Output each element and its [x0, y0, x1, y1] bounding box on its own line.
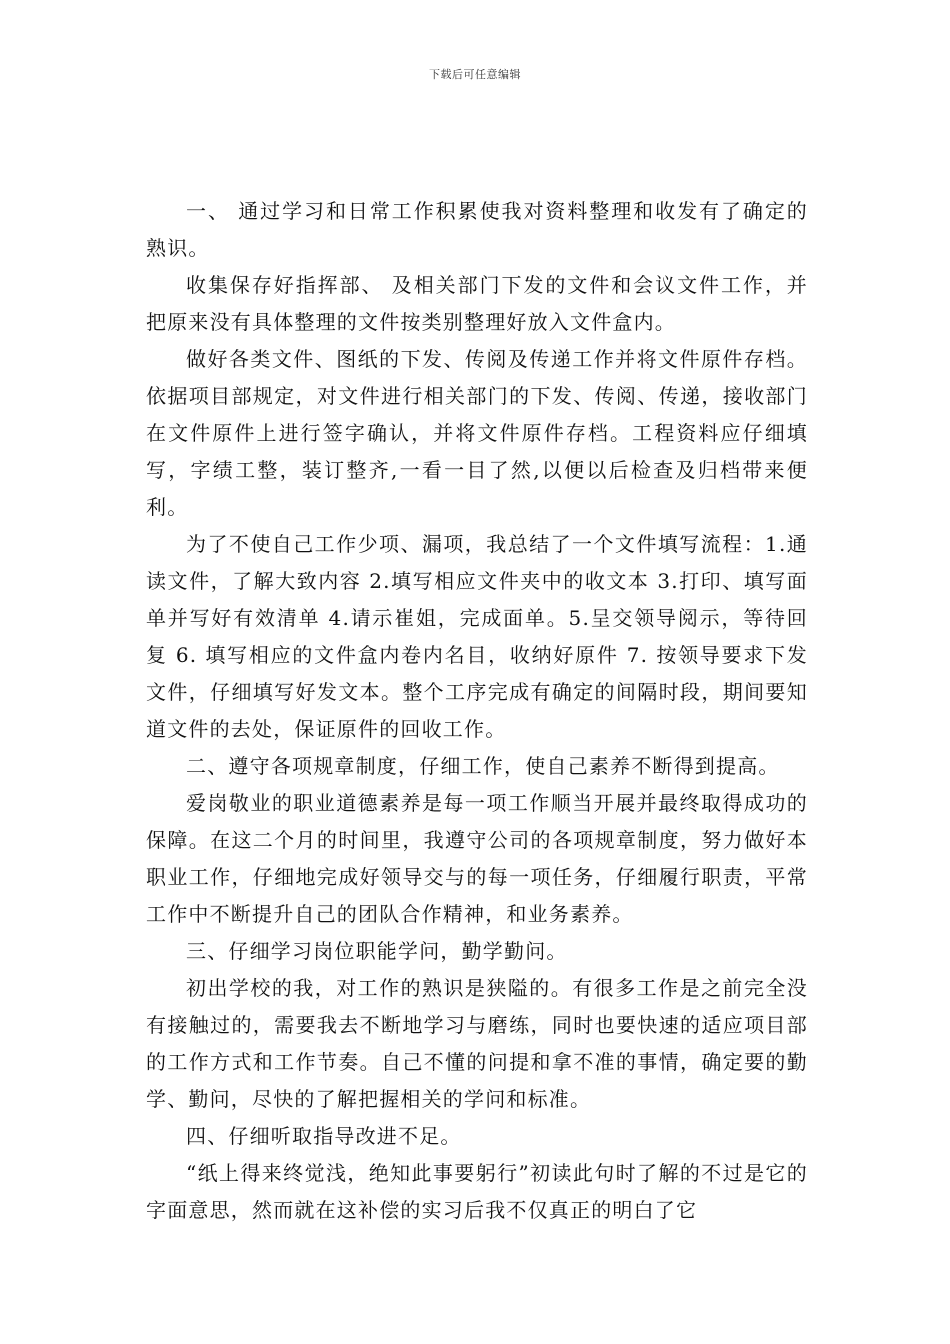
- paragraph-section-two-heading: 二、遵守各项规章制度，仔细工作，使自己素养不断得到提高。: [186, 754, 780, 778]
- paragraph-section-three-heading: 三、仔细学习岗位职能学问，勤学勤问。: [186, 939, 568, 963]
- paragraph-quote: “纸上得来终觉浅，绝知此事要躬行”初读此句时了解的不过是它的字面意思，然而就在这补偿的实习后我不仅真正的明白了它: [146, 1161, 808, 1222]
- paragraph-section-four-heading: 四、仔细听取指导改进不足。: [186, 1124, 462, 1148]
- paragraph-learning: 初出学校的我，对工作的熟识是狭隘的。有很多工作是之前完全没有接触过的，需要我去不断地学习与磨练，同时也要快速的适应项目部的工作方式和工作节奏。自己不懂的问提和拿不准的事情，确定要的勤学、勤问，尽快的了解把握相关的学问和标准。: [146, 976, 808, 1111]
- header-note: 下载后可任意编辑: [429, 68, 521, 81]
- paragraph-section-one-heading: 一、 通过学习和日常工作积累使我对资料整理和收发有了确定的熟识。: [146, 199, 808, 260]
- paragraph-professional-ethics: 爱岗敬业的职业道德素养是每一项工作顺当开展并最终取得成功的保障。在这二个月的时间里，我遵守公司的各项规章制度，努力做好本职业工作，仔细地完成好领导交与的每一项任务，仔细履行职责，平常工作中不断提升自己的团队合作精神，和业务素养。: [146, 791, 808, 926]
- document-body: [146, 193, 808, 1229]
- paragraph-distribute-files: 做好各类文件、图纸的下发、传阅及传递工作并将文件原件存档。依据项目部规定，对文件进行相关部门的下发、传阅、传递，接收部门在文件原件上进行签字确认，并将文件原件存档。工程资料应仔细填写，字绩工整，装订整齐,一看一目了然,以便以后检查及归档带来便利。: [146, 347, 808, 519]
- paragraph-collect-files: 收集保存好指挥部、 及相关部门下发的文件和会议文件工作，并把原来没有具体整理的文件按类别整理好放入文件盒内。: [146, 273, 808, 334]
- paragraph-filing-process: 为了不使自己工作少项、漏项，我总结了一个文件填写流程：1.通读文件，了解大致内容 2.填写相应文件夹中的收文本 3.打印、填写面单并写好有效清单 4.请示崔姐，完成面单。5.呈交领导阅示，等待回复 6. 填写相应的文件盒内卷内名目，收纳好原件 7. 按领导要求下发文件，仔细填写好发文本。整个工序完成有确定的间隔时段，期间要知道文件的去处，保证原件的回收工作。: [146, 532, 808, 741]
